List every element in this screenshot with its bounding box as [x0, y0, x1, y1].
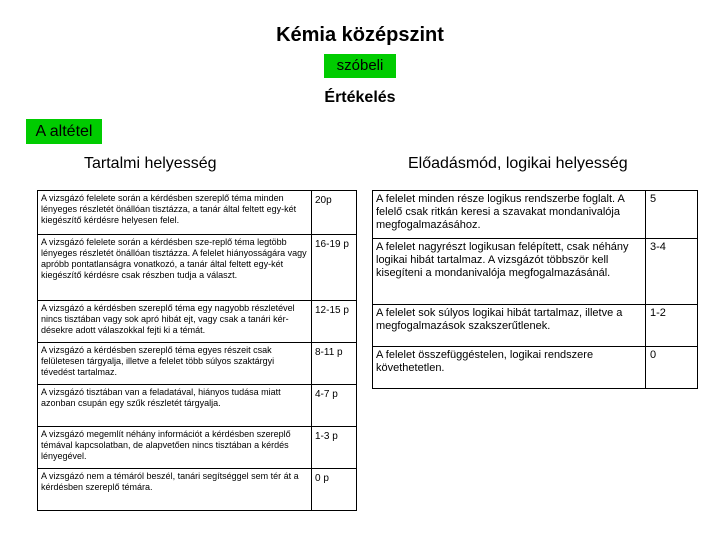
criteria-text: A vizsgázó felelete során a kérdésben szereplő téma minden lényeges részletét önállóan tisztázza, a tanár által feltett egy-két kiegészítő kérdésre helyesen felel. — [38, 191, 312, 235]
table-row — [38, 343, 357, 385]
section-label: A altétel — [26, 119, 102, 144]
presentation-criteria-table — [372, 190, 698, 389]
table-row — [373, 191, 698, 239]
right-column-heading: Előadásmód, logikai helyesség — [408, 155, 628, 172]
content-criteria-table — [37, 190, 357, 511]
table-row — [38, 191, 357, 235]
table-row — [38, 235, 357, 301]
level-badge: szóbeli — [324, 54, 396, 78]
criteria-text: A vizsgázó nem a témáról beszél, tanári segítséggel sem tér át a kérdésben szereplő témára. — [38, 469, 312, 511]
table-row — [38, 427, 357, 469]
criteria-score: 1-3 p — [312, 427, 357, 469]
table-row — [38, 469, 357, 511]
criteria-text: A vizsgázó felelete során a kérdésben sze-replő téma legtöbb lényeges részletét önállóan tisztázza. A felelet hiányosságára vagy apróbb pontatlanságra vonatkozó, a tanár által feltett egy-két kiegészítő kérdésre csak részben tudja a választ. — [38, 235, 312, 301]
criteria-score: 4-7 p — [312, 385, 357, 427]
table-row — [373, 239, 698, 305]
table-row — [373, 347, 698, 389]
criteria-score: 8-11 p — [312, 343, 357, 385]
page-title: Kémia középszint — [276, 24, 444, 46]
left-column-heading: Tartalmi helyesség — [84, 155, 217, 172]
table-row — [373, 305, 698, 347]
table-row — [38, 385, 357, 427]
criteria-score: 12-15 p — [312, 301, 357, 343]
criteria-score: 0 — [646, 347, 698, 389]
criteria-score: 16-19 p — [312, 235, 357, 301]
table-row — [38, 301, 357, 343]
criteria-score: 3-4 — [646, 239, 698, 305]
criteria-text: A felelet minden része logikus rendszerbe foglalt. A felelő csak ritkán keresi a szavakat mondanivalója megfogalmazásához. — [373, 191, 646, 239]
criteria-score: 0 p — [312, 469, 357, 511]
criteria-text: A vizsgázó megemlít néhány információt a kérdésben szereplő témával kapcsolatban, de alapvetően nincs tisztában a kérdés lényegével. — [38, 427, 312, 469]
page-subtitle: Értékelés — [324, 89, 396, 106]
criteria-text: A vizsgázó a kérdésben szereplő téma egy nagyobb részletével nincs tisztában vagy sok apró hibát ejt, vagy csak a tanári kér-désekre adott válaszokkal fejti ki a témát. — [38, 301, 312, 343]
criteria-score: 5 — [646, 191, 698, 239]
criteria-text: A vizsgázó a kérdésben szereplő téma egyes részeit csak felületesen tárgyalja, illetve a felelet több súlyos szaktárgyi tévedést tartalmaz. — [38, 343, 312, 385]
criteria-text: A felelet nagyrészt logikusan felépített, csak néhány logikai hibát tartalmaz. A vizsgázót többször kell kisegíteni a mondanivalója megfogalmazásánál. — [373, 239, 646, 305]
criteria-score: 1-2 — [646, 305, 698, 347]
criteria-text: A felelet összefüggéstelen, logikai rendszere követhetetlen. — [373, 347, 646, 389]
criteria-score: 20p — [312, 191, 357, 235]
criteria-text: A vizsgázó tisztában van a feladatával, hiányos tudása miatt azonban csupán egy szűk részletét tárgyalja. — [38, 385, 312, 427]
criteria-text: A felelet sok súlyos logikai hibát tartalmaz, illetve a megfogalmazások szakszerűtlenek. — [373, 305, 646, 347]
